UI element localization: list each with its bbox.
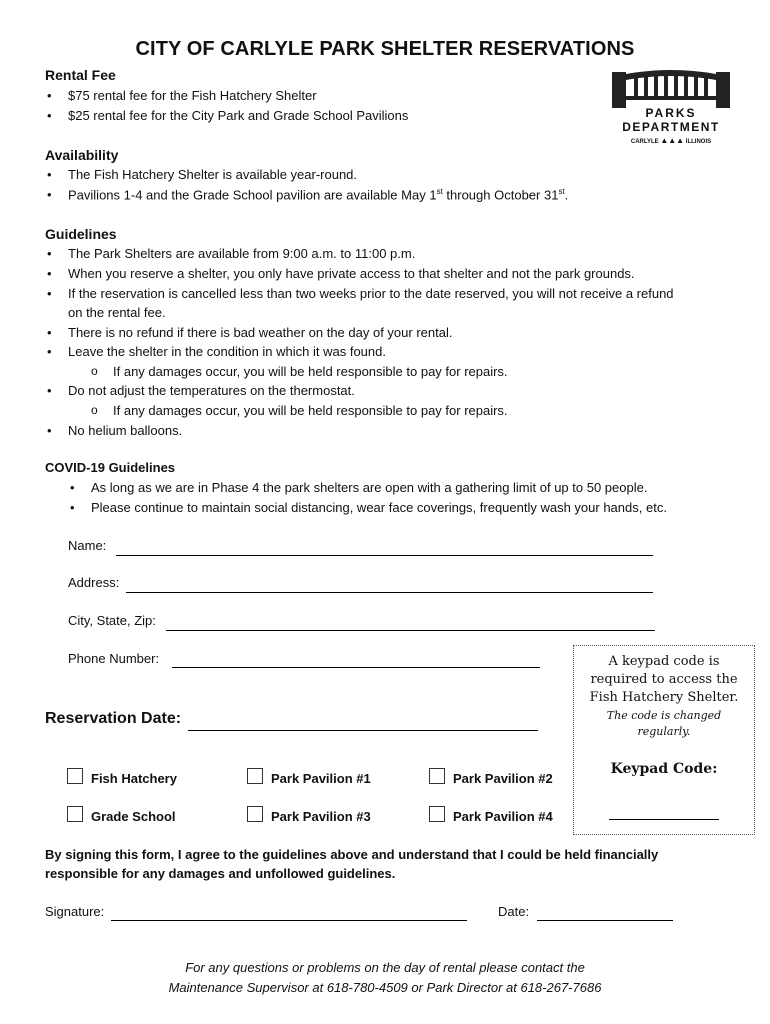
park-pavilion-2-checkbox[interactable] — [429, 768, 445, 784]
list-item: • When you reserve a shelter, you only have private access to that shelter and not the park grounds. — [68, 266, 635, 281]
list-item: • As long as we are in Phase 4 the park shelters are open with a gathering limit of up to 50 people. — [91, 480, 647, 495]
keypad-note: regularly. — [637, 725, 691, 738]
keypad-line: A keypad code is — [608, 654, 720, 669]
footer-contact-text: For any questions or problems on the day of rental please contact the — [185, 960, 585, 975]
keypad-note: The code is changed — [606, 709, 722, 722]
availability-heading: Availability — [45, 147, 119, 163]
list-item: • The Fish Hatchery Shelter is available year-round. — [68, 167, 357, 182]
bridge-icon — [612, 68, 730, 108]
name-field[interactable] — [116, 555, 653, 556]
logo-carlyle: CARLYLE — [630, 139, 659, 145]
phone-label: Phone Number: — [68, 651, 160, 666]
sub-list-item: o If any damages occur, you will be held responsible to pay for repairs. — [113, 364, 508, 379]
agreement-text: responsible for any damages and unfollowed guidelines. — [45, 866, 396, 881]
keypad-code-label: Keypad Code: — [610, 761, 718, 777]
logo-line-department: DEPARTMENT — [622, 120, 720, 134]
date-label: Date: — [498, 904, 530, 919]
park-pavilion-4-label: Park Pavilion #4 — [453, 809, 553, 824]
keypad-info-box — [573, 645, 755, 835]
list-item: • Leave the shelter in the condition in which it was found. — [68, 344, 386, 359]
agreement-text: By signing this form, I agree to the guidelines above and understand that I could be held financially — [45, 847, 659, 862]
list-item: • Please continue to maintain social distancing, wear face coverings, frequently wash your hands, etc. — [91, 500, 667, 515]
list-item: • Pavilions 1-4 and the Grade School pavilion are available May 1st through October 31st. — [68, 187, 568, 202]
list-item-continued: on the rental fee. — [68, 305, 166, 320]
park-pavilion-2-label: Park Pavilion #2 — [453, 771, 553, 786]
list-item: • The Park Shelters are available from 9:00 a.m. to 11:00 p.m. — [68, 246, 415, 261]
list-item: • $25 rental fee for the City Park and Grade School Pavilions — [68, 108, 408, 123]
reservation-date-field[interactable] — [188, 730, 538, 731]
grade-school-label: Grade School — [91, 809, 176, 824]
reservation-date-label: Reservation Date: — [45, 710, 182, 727]
keypad-line: Fish Hatchery Shelter. — [589, 690, 739, 705]
park-pavilion-3-label: Park Pavilion #3 — [271, 809, 371, 824]
list-item: • Do not adjust the temperatures on the thermostat. — [68, 383, 355, 398]
city-state-zip-field[interactable] — [166, 630, 655, 631]
park-pavilion-3-checkbox[interactable] — [247, 806, 263, 822]
grade-school-checkbox[interactable] — [67, 806, 83, 822]
signature-field[interactable] — [111, 920, 467, 921]
parks-department-logo — [612, 68, 730, 148]
sub-list-item: o If any damages occur, you will be held responsible to pay for repairs. — [113, 403, 508, 418]
list-item: • If the reservation is cancelled less than two weeks prior to the date reserved, you will not receive a refund — [68, 286, 674, 301]
city-state-zip-label: City, State, Zip: — [68, 613, 156, 628]
logo-illinois: ILLINOIS — [685, 139, 712, 145]
list-item: • No helium balloons. — [68, 423, 182, 438]
address-label: Address: — [68, 575, 120, 590]
guidelines-heading: Guidelines — [45, 226, 117, 242]
address-field[interactable] — [126, 592, 653, 593]
park-pavilion-1-label: Park Pavilion #1 — [271, 771, 371, 786]
fish-hatchery-label: Fish Hatchery — [91, 771, 177, 786]
signature-label: Signature: — [45, 904, 105, 919]
phone-field[interactable] — [172, 667, 540, 668]
footer-contact-text: Maintenance Supervisor at 618-780-4509 or Park Director at 618-267-7686 — [168, 980, 602, 995]
list-item: • $75 rental fee for the Fish Hatchery Shelter — [68, 88, 317, 103]
rental-fee-heading: Rental Fee — [45, 67, 116, 83]
covid-heading: COVID-19 Guidelines — [45, 460, 176, 475]
keypad-code-field[interactable] — [609, 819, 719, 820]
page-title: CITY OF CARLYLE PARK SHELTER RESERVATIONS — [135, 38, 635, 60]
list-item: • There is no refund if there is bad weather on the day of your rental. — [68, 325, 452, 340]
park-pavilion-4-checkbox[interactable] — [429, 806, 445, 822]
name-label: Name: — [68, 538, 107, 553]
keypad-line: required to access the — [590, 672, 738, 687]
park-pavilion-1-checkbox[interactable] — [247, 768, 263, 784]
date-field[interactable] — [537, 920, 673, 921]
logo-line-parks: PARKS — [645, 106, 697, 120]
fish-hatchery-checkbox[interactable] — [67, 768, 83, 784]
trees-icon: ▲▲▲ — [660, 136, 685, 145]
